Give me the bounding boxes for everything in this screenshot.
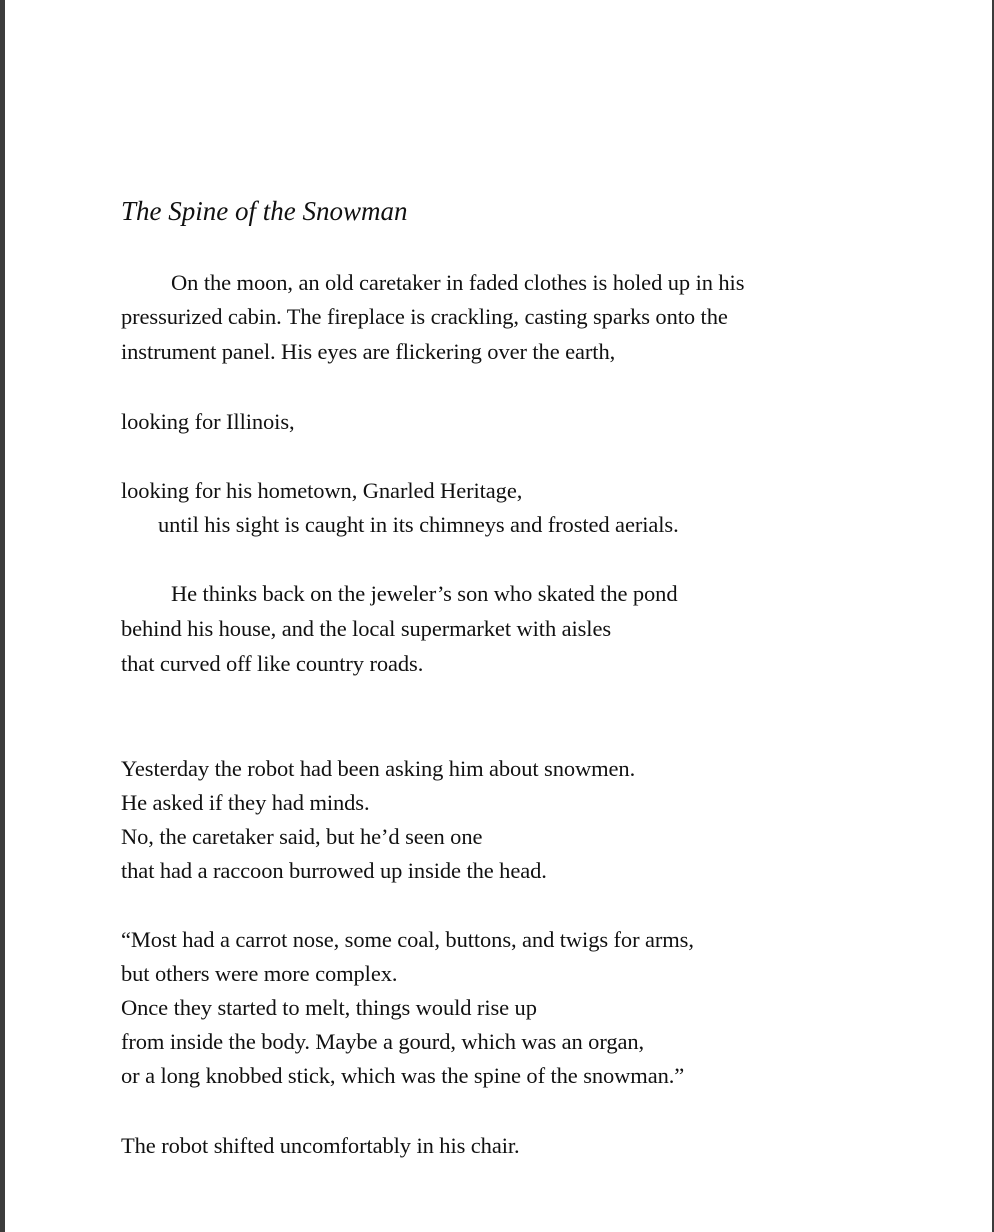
text-line: instrument panel. His eyes are flickering over the earth, <box>121 339 616 364</box>
text-line: Once they started to melt, things would rise up <box>121 995 537 1020</box>
text-line: He thinks back on the jeweler’s son who skated the pond <box>171 581 678 606</box>
poem-title: The Spine of the Snowman <box>121 196 408 226</box>
text-line: “Most had a carrot nose, some coal, buttons, and twigs for arms, <box>121 927 694 952</box>
text-line: pressurized cabin. The fireplace is crackling, casting sparks onto the <box>121 304 728 329</box>
text-line: looking for Illinois, <box>121 409 295 434</box>
text-line: but others were more complex. <box>121 961 398 986</box>
window-edge-left <box>0 0 5 1232</box>
text-line: He asked if they had minds. <box>121 790 370 815</box>
text-line: or a long knobbed stick, which was the spine of the snowman.” <box>121 1063 685 1088</box>
text-line: Yesterday the robot had been asking him about snowmen. <box>121 756 636 781</box>
text-line: from inside the body. Maybe a gourd, which was an organ, <box>121 1029 645 1054</box>
text-line: No, the caretaker said, but he’d seen one <box>121 824 483 849</box>
text-line: On the moon, an old caretaker in faded clothes is holed up in his <box>171 270 745 295</box>
text-line: that had a raccoon burrowed up inside the head. <box>121 858 547 883</box>
text-line: until his sight is caught in its chimneys and frosted aerials. <box>158 512 679 537</box>
text-line: behind his house, and the local supermarket with aisles <box>121 616 612 641</box>
text-line: The robot shifted uncomfortably in his chair. <box>121 1133 520 1158</box>
text-line: that curved off like country roads. <box>121 651 424 676</box>
text-line: looking for his hometown, Gnarled Heritage, <box>121 478 523 503</box>
